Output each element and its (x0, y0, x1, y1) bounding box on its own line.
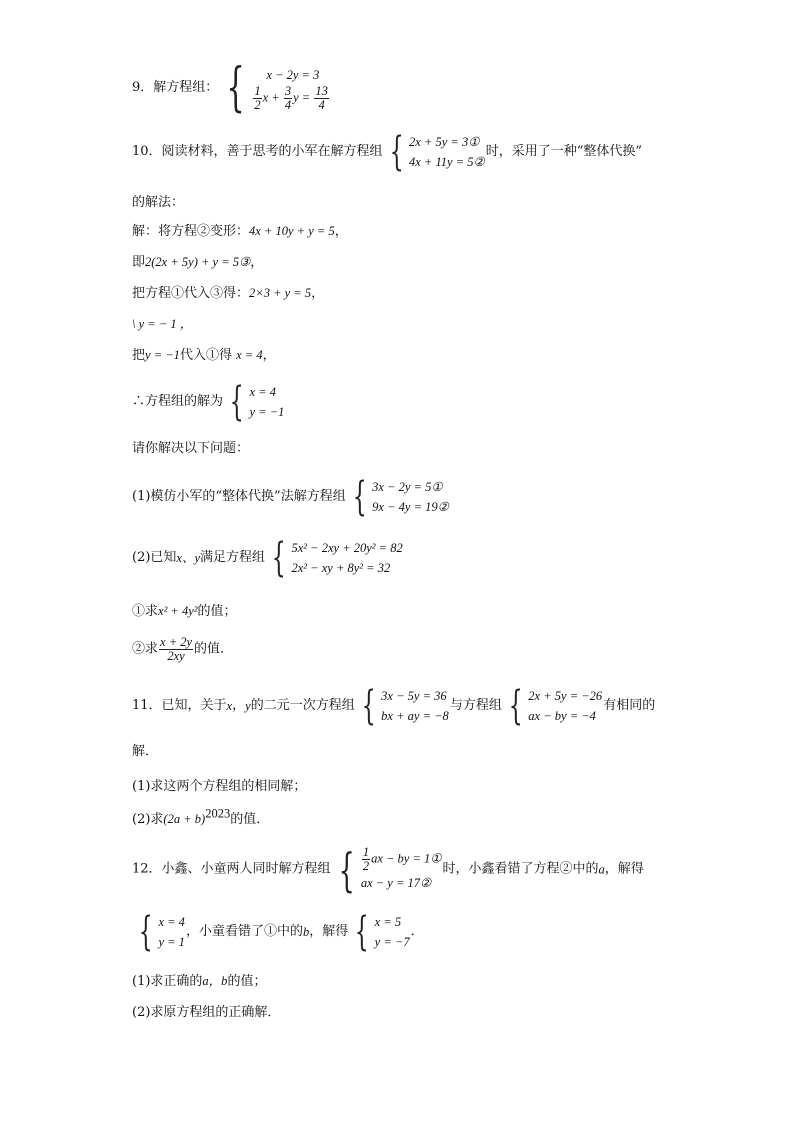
brace: { (354, 909, 369, 955)
q9-eq1: x − 2y = 3 (266, 67, 320, 82)
brace: { (338, 842, 355, 897)
q9-system (219, 58, 330, 118)
q12-part2: (2)求原方程组的正确解． (132, 1005, 281, 1020)
question-11: 11．已知，关于x，y的二元一次方程组 { 3x − 5y = 36 bx + ay = −8 与方程组 { 2x + 5y = −26 ax − by = −4 有相同的 (132, 683, 656, 729)
q10-part2-system: { 5x² − 2xy + 20y² = 82 2x² − xy + 8y² = 32 (271, 535, 403, 581)
q10-step4: \ y = − 1 ， (132, 317, 193, 331)
question-12: 12．小鑫、小童两人同时解方程组 { $\frac{1}{2}$ ax − by = 1① ax − y = 17② 时，小鑫看错了方程②中的a，解得 (132, 842, 644, 897)
q10-step3: 把方程①代入③得：2×3 + y = 5， (132, 286, 325, 301)
question-10 (132, 129, 643, 175)
q10-part1: (1)模仿小军的“整体代换”法解方程组 { 3x − 2y = 5① 9x − 4y = 19② (132, 474, 449, 520)
brace: { (508, 683, 523, 729)
brace: { (229, 379, 244, 425)
q10-solution-system: { x = 4 y = −1 (229, 379, 285, 425)
q10-step5: 把y = −1代入①得 x = 4， (132, 348, 276, 363)
fraction: $\frac{3}{4}$ (284, 83, 292, 112)
q12-system: { $\frac{1}{2}$ ax − by = 1① ax − y = 17② (338, 842, 442, 897)
fraction: $\frac{1}{2}$ (362, 845, 370, 873)
q10-step1: 解：将方程②变形：4x + 10y + y = 5， (132, 224, 348, 239)
brace: { (271, 535, 286, 581)
q10-part2-ii: ②求 $\frac{x + 2y}{2xy}$ 的值． (132, 635, 234, 663)
brace: { (138, 909, 153, 955)
q12-solution-1: { x = 4 y = 1 (138, 909, 185, 955)
q9-label: 9．解方程组： (132, 80, 219, 95)
brace: { (226, 58, 245, 118)
q11-system-2: { 2x + 5y = −26 ax − by = −4 (508, 683, 603, 729)
q12-part1: (1)求正确的a，b的值； (132, 974, 267, 989)
brace: { (361, 683, 376, 729)
q10-cont: 的解法： (132, 195, 185, 210)
q10-part2-i: ①求x² + 4y²的值； (132, 604, 237, 619)
q10-part1-system: { 3x − 2y = 5① 9x − 4y = 19② (352, 474, 449, 520)
q10-label: 10．阅读材料，善于思考的小军在解方程组 (132, 144, 383, 159)
q12-line2: { x = 4 y = 1 ，小童看错了①中的b，解得 { x = 5 y = −7 ． (132, 912, 424, 952)
fraction: $\frac{13}{4}$ (315, 83, 328, 112)
q11-part1: (1)求这两个方程组的相同解； (132, 779, 307, 794)
q10-solution: ∴方程组的解为 { x = 4 y = −1 (132, 379, 285, 425)
q12-solution-2: { x = 5 y = −7 (354, 909, 410, 955)
brace: { (389, 129, 404, 175)
q10-after: 时，采用了一种“整体代换” (485, 144, 643, 159)
fraction: $\frac{1}{2}$ (254, 83, 261, 112)
brace: { (352, 474, 367, 520)
q10-system (384, 129, 485, 175)
q11-cont: 解． (132, 744, 159, 759)
q10-eq1: 2x + 5y = 3① (409, 135, 480, 149)
q11-part2: (2)求$(2a + b)^{2023}$的值． (132, 806, 270, 827)
q10-prompt: 请你解决以下问题： (132, 441, 250, 456)
q11-system-1: { 3x − 5y = 36 bx + ay = −8 (361, 683, 449, 729)
question-9 (132, 58, 331, 118)
q10-part2: (2)已知x、y满足方程组 { 5x² − 2xy + 20y² = 82 2x² − xy + 8y² = 32 (132, 535, 403, 581)
q9-eq2: $\frac{1}{2}$ x + $\frac{3}{4}$ y = $\frac{13}{4}$ (254, 83, 328, 112)
q10-step2: 即2(2x + 5y) + y = 5③， (132, 255, 264, 270)
fraction: $\frac{x + 2y}{2xy}$ (160, 635, 193, 663)
q10-eq2: 4x + 11y = 5② (409, 155, 485, 169)
